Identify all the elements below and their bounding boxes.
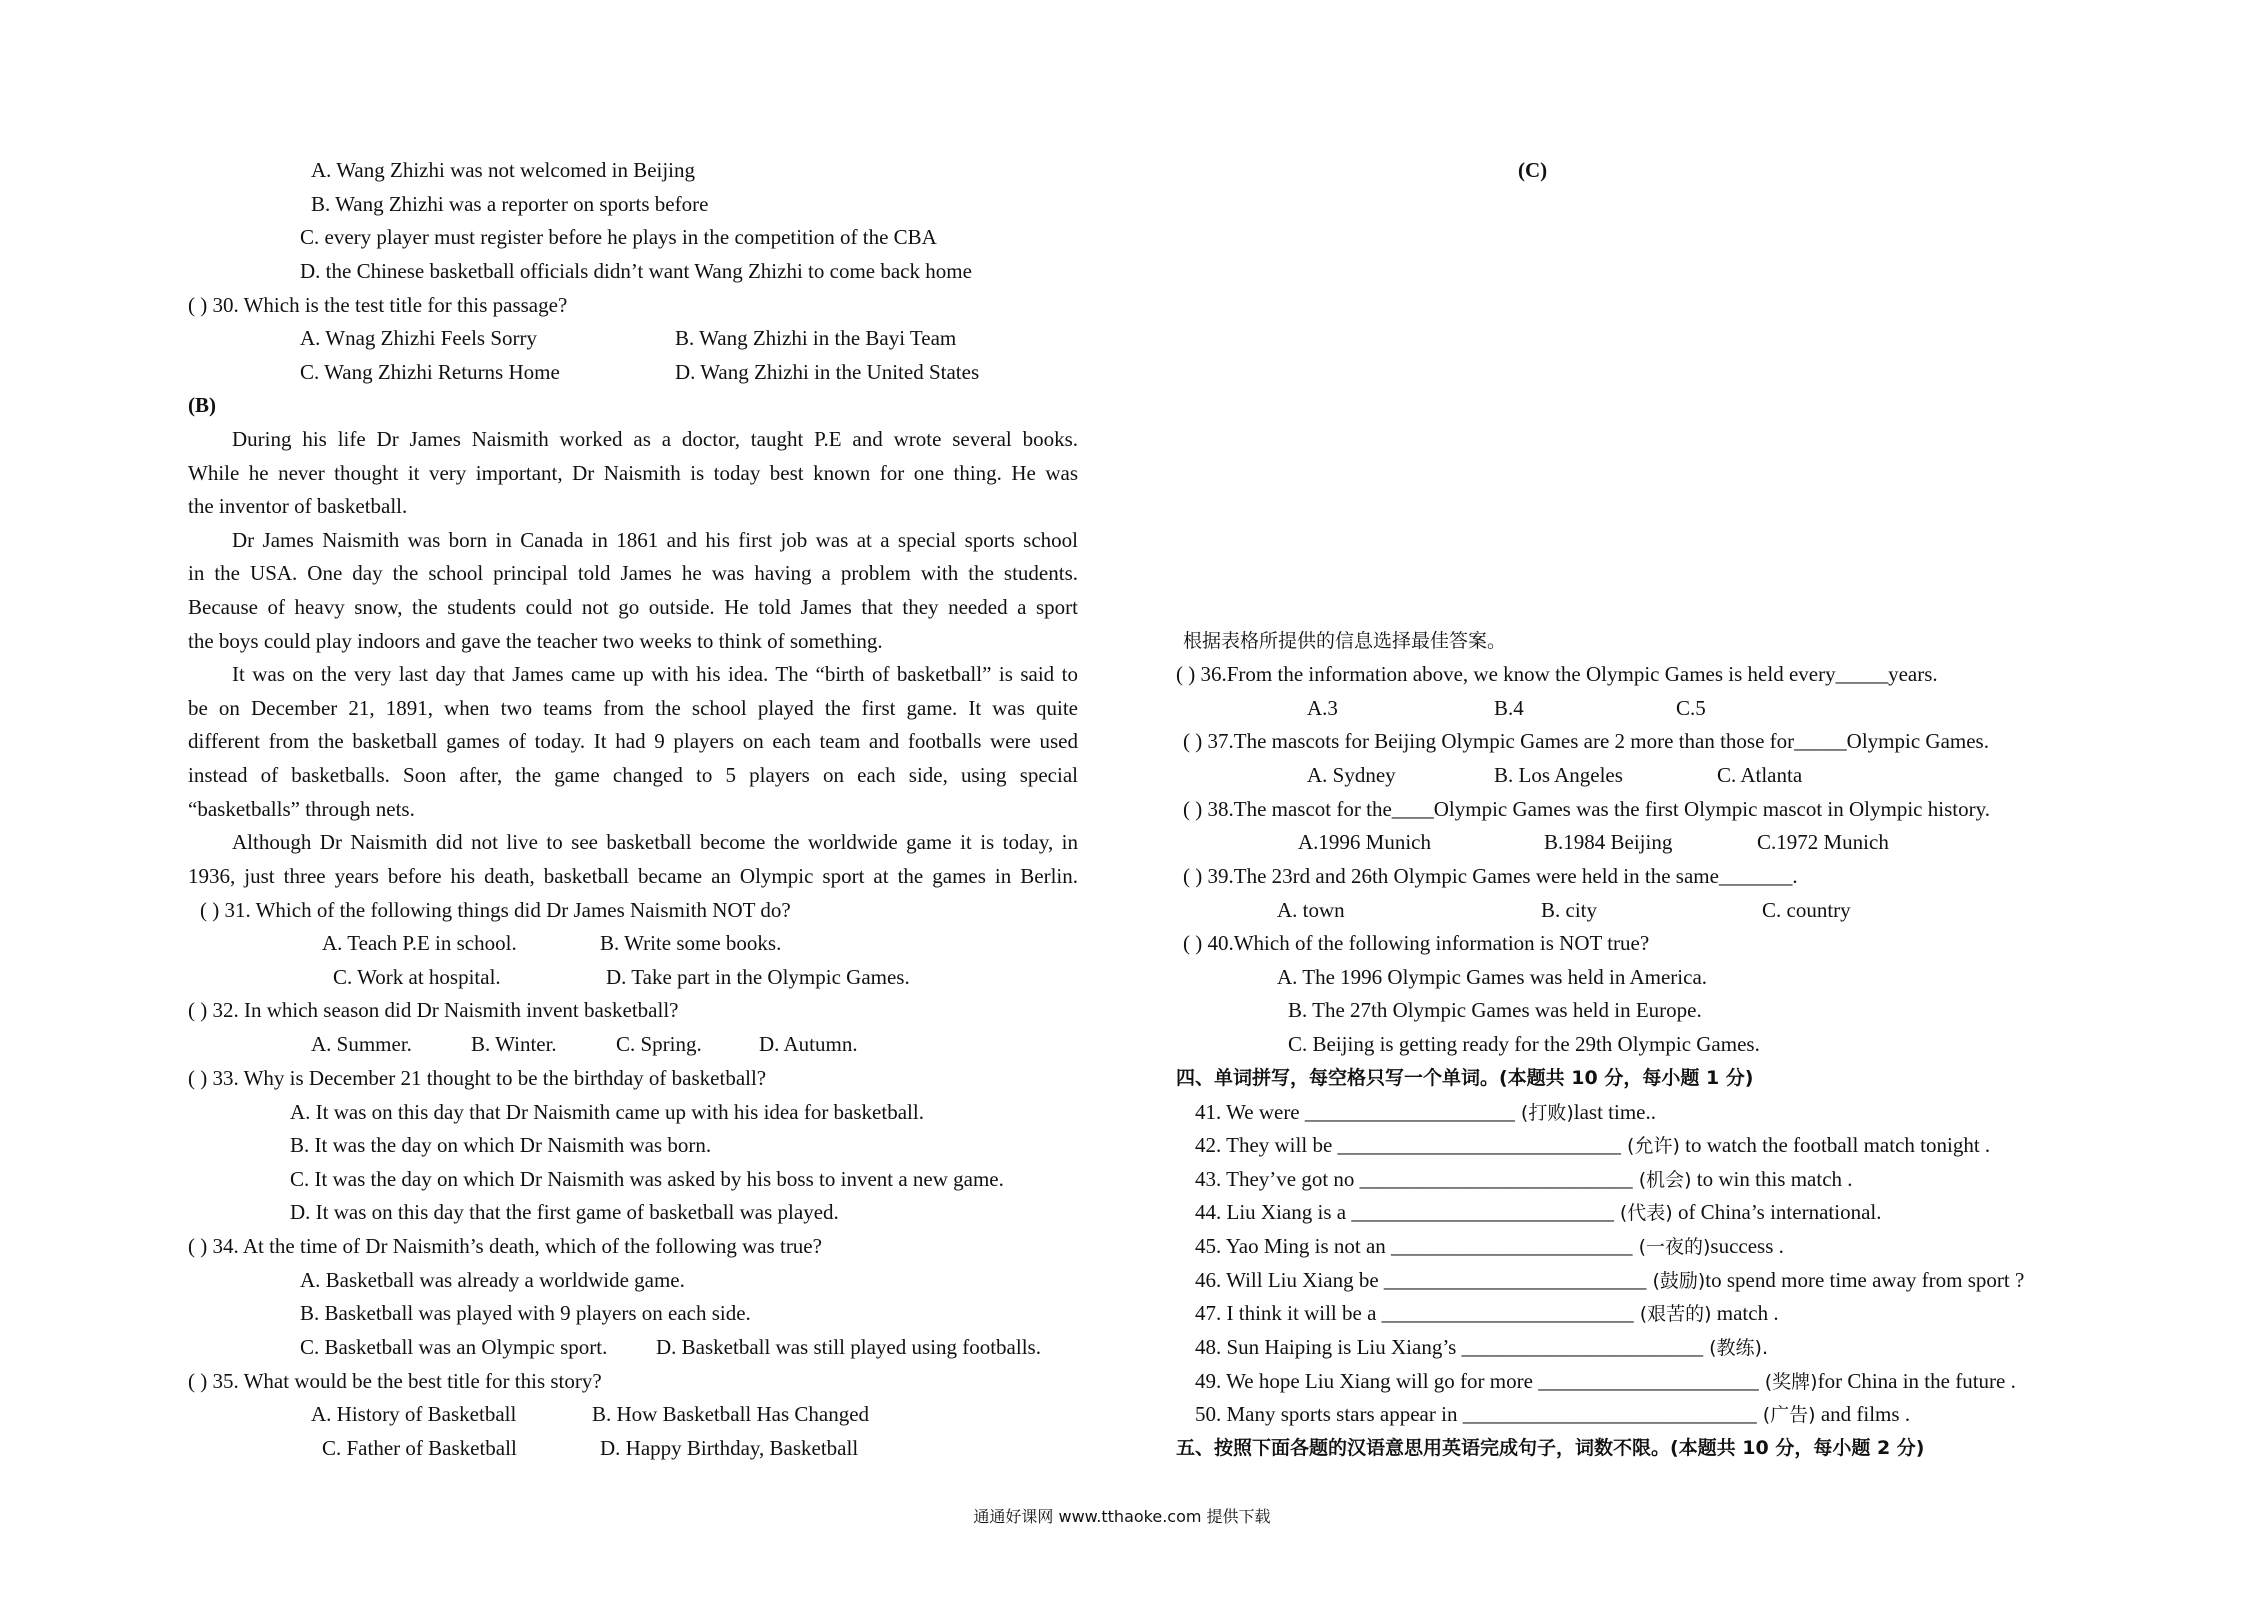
passage-line: in the USA. One day the school principal told James he was having a problem with the students.	[188, 561, 1078, 585]
answer-blank[interactable]: _____________________	[1538, 1369, 1759, 1393]
chinese-hint: (一夜的)	[1632, 1236, 1711, 1258]
spelling-item-50	[1195, 1401, 1910, 1428]
spelling-item-42	[1195, 1132, 1990, 1159]
passage-line: Dr James Naismith was born in Canada in 1861 and his first job was at a special sports school	[232, 528, 1078, 552]
spelling-prompt: 45. Yao Ming is not an	[1195, 1234, 1392, 1258]
spelling-item-48	[1195, 1334, 1768, 1361]
spelling-item-43	[1195, 1166, 1853, 1193]
spelling-suffix: success .	[1710, 1234, 1784, 1258]
q29-option-a: A. Wang Zhizhi was not welcomed in Beijing	[311, 158, 696, 182]
q37-option-a: A. Sydney	[1307, 763, 1396, 787]
q29-option-b: B. Wang Zhizhi was a reporter on sports before	[311, 192, 709, 216]
spelling-item-49	[1195, 1368, 2016, 1395]
chinese-hint: (广告)	[1756, 1404, 1816, 1426]
q34-stem: ( ) 34. At the time of Dr Naismith’s death, which of the following was true?	[188, 1234, 822, 1258]
passage-line: Because of heavy snow, the students could not go outside. He told James that they needed a sport	[188, 595, 1078, 619]
passage-line: instead of basketballs. Soon after, the game changed to 5 players on each side, using special	[188, 763, 1078, 787]
q39-option-c: C. country	[1762, 898, 1851, 922]
passage-line: different from the basketball games of today. It had 9 players on each team and footballs were used	[188, 729, 1078, 753]
chinese-hint: (机会)	[1632, 1169, 1692, 1191]
spelling-suffix: last time..	[1573, 1100, 1657, 1124]
q29-option-c: C. every player must register before he plays in the competition of the CBA	[300, 225, 937, 249]
q31-option-b: B. Write some books.	[600, 931, 782, 955]
q29-option-d: D. the Chinese basketball officials didn’t want Wang Zhizhi to come back home	[300, 259, 972, 283]
q34-option-b: B. Basketball was played with 9 players on each side.	[300, 1301, 751, 1325]
answer-blank[interactable]: _______________________	[1461, 1335, 1704, 1359]
answer-blank[interactable]: _________________________	[1383, 1268, 1647, 1292]
q38-stem: ( ) 38.The mascot for the____Olympic Games was the first Olympic mascot in Olympic history.	[1183, 797, 1990, 821]
q33-option-d: D. It was on this day that the first game of basketball was played.	[290, 1200, 839, 1224]
q38-option-b: B.1984 Beijing	[1544, 830, 1673, 854]
q37-stem: ( ) 37.The mascots for Beijing Olympic Games are 2 more than those for_____Olympic Games.	[1183, 729, 1989, 753]
answer-blank[interactable]: _________________________	[1351, 1200, 1614, 1224]
q32-stem: ( ) 32. In which season did Dr Naismith invent basketball?	[188, 998, 679, 1022]
q35-option-c: C. Father of Basketball	[322, 1436, 517, 1460]
q33-option-a: A. It was on this day that Dr Naismith came up with his idea for basketball.	[290, 1100, 924, 1124]
q40-option-c: C. Beijing is getting ready for the 29th Olympic Games.	[1288, 1032, 1760, 1056]
q31-option-a: A. Teach P.E in school.	[322, 931, 517, 955]
q33-option-c: C. It was the day on which Dr Naismith was asked by his boss to invent a new game.	[290, 1167, 1004, 1191]
q35-option-b: B. How Basketball Has Changed	[592, 1402, 870, 1426]
q40-option-b: B. The 27th Olympic Games was held in Europe.	[1288, 998, 1702, 1022]
spelling-prompt: 47. I think it will be a	[1195, 1301, 1382, 1325]
q31-stem: ( ) 31. Which of the following things did Dr James Naismith NOT do?	[200, 898, 791, 922]
section-4-heading: 四、单词拼写，每空格只写一个单词。(本题共 10 分，每小题 1 分)	[1176, 1067, 1754, 1089]
chinese-hint: (鼓励)	[1646, 1270, 1706, 1292]
q30-stem: ( ) 30. Which is the test title for this passage?	[188, 293, 568, 317]
spelling-item-41	[1195, 1099, 1656, 1126]
passage-line: It was on the very last day that James came up with his idea. The “birth of basketball” is said to	[232, 662, 1078, 686]
q35-stem: ( ) 35. What would be the best title for this story?	[188, 1369, 602, 1393]
answer-blank[interactable]: __________________________	[1359, 1167, 1633, 1191]
q39-option-a: A. town	[1277, 898, 1345, 922]
q34-option-d: D. Basketball was still played using footballs.	[656, 1335, 1041, 1359]
q36-option-a: A.3	[1307, 696, 1338, 720]
answer-blank[interactable]: ________________________	[1381, 1301, 1634, 1325]
q31-option-c: C. Work at hospital.	[333, 965, 501, 989]
spelling-suffix: to win this match .	[1691, 1167, 1853, 1191]
q34-option-c: C. Basketball was an Olympic sport.	[300, 1335, 608, 1359]
answer-blank[interactable]: ___________________________	[1337, 1133, 1622, 1157]
q32-option-d: D. Autumn.	[759, 1032, 858, 1056]
q30-option-d: D. Wang Zhizhi in the United States	[675, 360, 980, 384]
q33-option-b: B. It was the day on which Dr Naismith was born.	[290, 1133, 712, 1157]
q33-stem: ( ) 33. Why is December 21 thought to be the birthday of basketball?	[188, 1066, 767, 1090]
answer-blank[interactable]: ____________________	[1304, 1100, 1515, 1124]
spelling-item-44	[1195, 1199, 1881, 1226]
spelling-prompt: 41. We were	[1195, 1100, 1305, 1124]
q32-option-a: A. Summer.	[311, 1032, 412, 1056]
q37-option-b: B. Los Angeles	[1494, 763, 1623, 787]
q37-option-c: C. Atlanta	[1717, 763, 1803, 787]
chinese-hint: (教练).	[1703, 1337, 1768, 1359]
q38-option-a: A.1996 Munich	[1298, 830, 1431, 854]
spelling-prompt: 43. They’ve got no	[1195, 1167, 1360, 1191]
spelling-item-45	[1195, 1233, 1784, 1260]
passage-line: While he never thought it very important, Dr Naismith is today best known for one thing. He was	[188, 461, 1078, 485]
q36-option-c: C.5	[1676, 696, 1706, 720]
spelling-prompt: 46. Will Liu Xiang be	[1195, 1268, 1384, 1292]
passage-line: “basketballs” through nets.	[188, 797, 415, 821]
spelling-suffix: to watch the football match tonight .	[1679, 1133, 1991, 1157]
spelling-item-47	[1195, 1300, 1779, 1327]
spelling-item-46	[1195, 1267, 2024, 1294]
passage-line: During his life Dr James Naismith worked as a doctor, taught P.E and wrote several books.	[232, 427, 1078, 451]
q35-option-a: A. History of Basketball	[311, 1402, 517, 1426]
q34-option-a: A. Basketball was already a worldwide game.	[300, 1268, 685, 1292]
passage-line: 1936, just three years before his death, basketball became an Olympic sport at the games in Berlin.	[188, 864, 1078, 888]
chinese-hint: (艰苦的)	[1633, 1303, 1712, 1325]
spelling-prompt: 48. Sun Haiping is Liu Xiang’s	[1195, 1335, 1462, 1359]
spelling-suffix: and films .	[1815, 1402, 1911, 1426]
q32-option-c: C. Spring.	[616, 1032, 702, 1056]
section-5-heading: 五、按照下面各题的汉语意思用英语完成句子，词数不限。(本题共 10 分，每小题 2 分)	[1176, 1437, 1925, 1459]
q30-option-a: A. Wnag Zhizhi Feels Sorry	[300, 326, 537, 350]
footer-credit: 通通好课网 www.tthaoke.com 提供下载	[973, 1507, 1271, 1526]
q40-option-a: A. The 1996 Olympic Games was held in America.	[1277, 965, 1708, 989]
answer-blank[interactable]: ____________________________	[1462, 1402, 1757, 1426]
q35-option-d: D. Happy Birthday, Basketball	[600, 1436, 859, 1460]
answer-blank[interactable]: _______________________	[1391, 1234, 1633, 1258]
chinese-hint: (代表)	[1613, 1202, 1673, 1224]
chinese-hint: (允许)	[1621, 1135, 1680, 1157]
passage-line: the boys could play indoors and gave the teacher two weeks to think of something.	[188, 629, 883, 653]
chinese-hint: (奖牌)	[1758, 1371, 1818, 1393]
spelling-prompt: 50. Many sports stars appear in	[1195, 1402, 1463, 1426]
q36-option-b: B.4	[1494, 696, 1524, 720]
q30-option-c: C. Wang Zhizhi Returns Home	[300, 360, 560, 384]
passage-line: Although Dr Naismith did not live to see basketball become the worldwide game it is today, in	[232, 830, 1078, 854]
q31-option-d: D. Take part in the Olympic Games.	[606, 965, 910, 989]
q38-option-c: C.1972 Munich	[1757, 830, 1889, 854]
passage-line: be on December 21, 1891, when two teams from the school played the first game. It was quite	[188, 696, 1078, 720]
spelling-suffix: of China’s international.	[1672, 1200, 1882, 1224]
section-b-label: (B)	[188, 393, 216, 417]
q39-option-b: B. city	[1541, 898, 1597, 922]
q30-option-b: B. Wang Zhizhi in the Bayi Team	[675, 326, 957, 350]
section-c-label: (C)	[1518, 158, 1548, 182]
spelling-prompt: 44. Liu Xiang is a	[1195, 1200, 1352, 1224]
section-c-instruction: 根据表格所提供的信息选择最佳答案。	[1183, 630, 1507, 652]
chinese-hint: (打败)	[1514, 1102, 1574, 1124]
q32-option-b: B. Winter.	[471, 1032, 557, 1056]
spelling-suffix: to spend more time away from sport ?	[1705, 1268, 2025, 1292]
spelling-suffix: match .	[1711, 1301, 1779, 1325]
spelling-prompt: 49. We hope Liu Xiang will go for more	[1195, 1369, 1539, 1393]
q36-stem: ( ) 36.From the information above, we know the Olympic Games is held every_____years.	[1176, 662, 1938, 686]
passage-line: the inventor of basketball.	[188, 494, 408, 518]
q39-stem: ( ) 39.The 23rd and 26th Olympic Games were held in the same_______.	[1183, 864, 1798, 888]
spelling-prompt: 42. They will be	[1195, 1133, 1338, 1157]
spelling-suffix: for China in the future .	[1817, 1369, 2016, 1393]
q40-stem: ( ) 40.Which of the following information is NOT true?	[1183, 931, 1650, 955]
